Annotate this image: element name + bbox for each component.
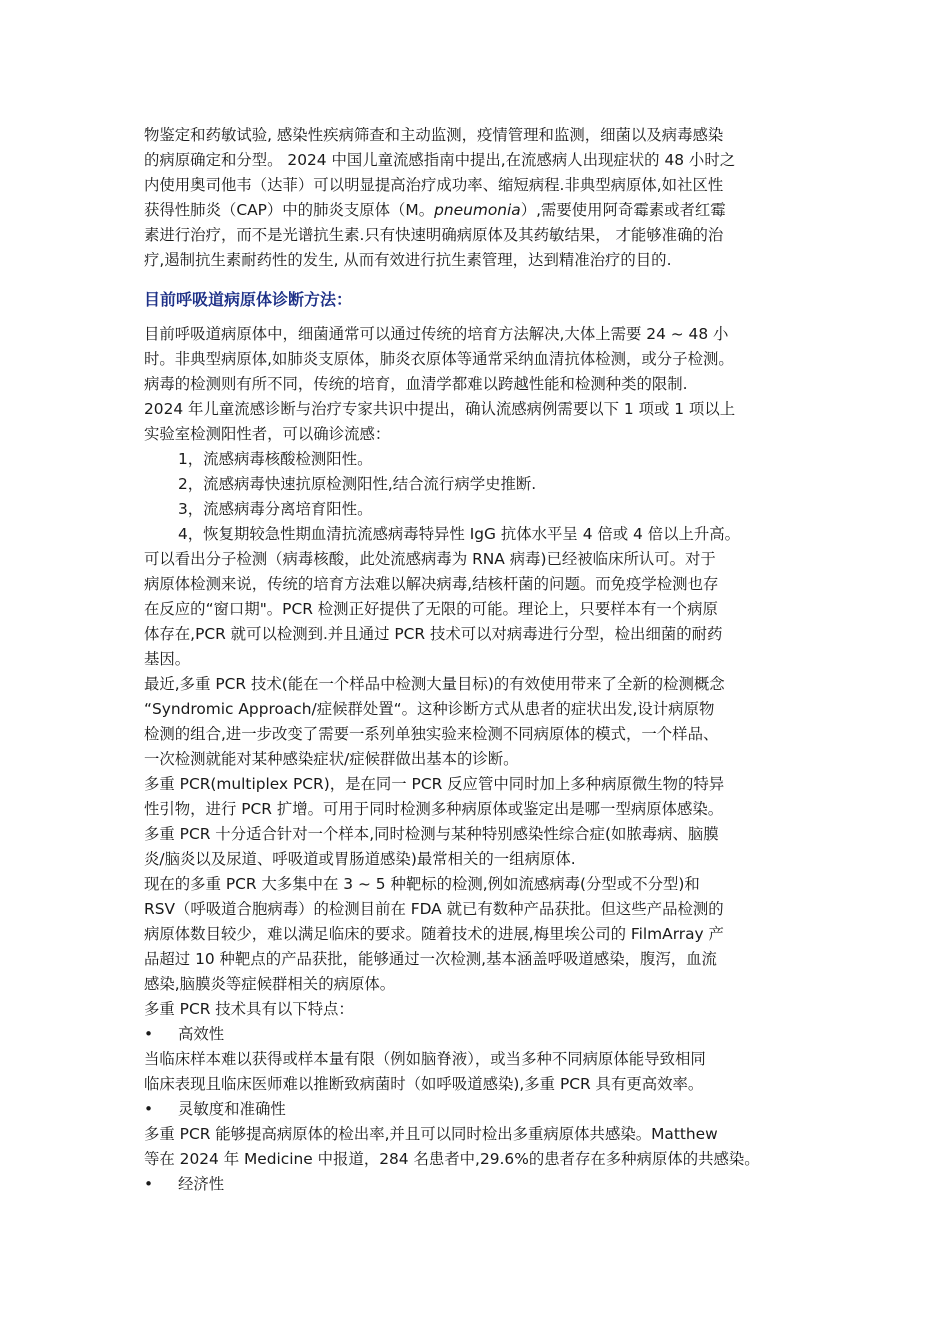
diagnosis-criteria-list — [144, 447, 824, 547]
paragraph-consensus — [144, 397, 824, 447]
text-line: 多重 PCR(multiplex PCR)，是在同一 PCR 反应管中同时加上多种病原微生物的特异 — [144, 775, 725, 793]
text-line: 炎/脑炎以及尿道、呼吸道或胃肠道感染)最常相关的一组病原体. — [144, 850, 576, 868]
text-line: 2024 年儿童流感诊断与治疗专家共识中提出，确认流感病例需要以下 1 项或 1 项以上 — [144, 400, 736, 418]
feature-title: 经济性 — [178, 1175, 225, 1193]
document-body — [144, 123, 824, 1197]
paragraph-molecular — [144, 547, 824, 672]
text-span: 获得性肺炎（CAP）中的肺炎支原体（M。 — [144, 201, 435, 219]
text-line: 目前呼吸道病原体中，细菌通常可以通过传统的培育方法解决,大体上需要 24 ~ 48 小 — [144, 325, 729, 343]
text-line: 感染,脑膜炎等症候群相关的病原体。 — [144, 975, 396, 993]
criteria-item: 3，流感病毒分离培育阳性。 — [178, 500, 373, 518]
text-line: 内使用奥司他韦（达菲）可以明显提高治疗成功率、缩短病程.非典型病原体,如社区性 — [144, 176, 724, 194]
paragraph-methods — [144, 322, 824, 397]
text-line: 可以看出分子检测（病毒核酸，此处流感病毒为 RNA 病毒)已经被临床所认可。对于 — [144, 550, 716, 568]
features-intro: 多重 PCR 技术具有以下特点： — [144, 1000, 354, 1018]
text-line: 素进行治疗，而不是光谱抗生素.只有快速明确病原体及其药敏结果， 才能够准确的治 — [144, 226, 724, 244]
text-line — [144, 198, 824, 223]
text-line: 品超过 10 种靶点的产品获批，能够通过一次检测,基本涵盖呼吸道感染，腹泻，血流 — [144, 950, 717, 968]
bullet-icon: • — [144, 1025, 154, 1043]
text-line: 实验室检测阳性者，可以确诊流感： — [144, 425, 391, 443]
text-line: 病毒的检测则有所不同，传统的培育，血清学都难以跨越性能和检测种类的限制. — [144, 375, 688, 393]
paragraph-syndromic — [144, 672, 824, 772]
criteria-item: 4，恢复期较急性期血清抗流感病毒特异性 IgG 抗体水平呈 4 倍或 4 倍以上升高。 — [178, 525, 741, 543]
paragraph-current-products — [144, 872, 824, 997]
species-name: pneumonia — [434, 201, 521, 219]
section-heading: 目前呼吸道病原体诊断方法： — [144, 290, 353, 309]
text-line: 最近,多重 PCR 技术(能在一个样品中检测大量目标)的有效使用带来了全新的检测概念 — [144, 675, 725, 693]
text-line: 等在 2024 年 Medicine 中报道，284 名患者中,29.6%的患者存在多种病原体的共感染。 — [144, 1150, 760, 1168]
text-line: 现在的多重 PCR 大多集中在 3 ~ 5 种靶标的检测,例如流感病毒(分型或不分型)和 — [144, 875, 700, 893]
text-line: 的病原确定和分型。 2024 中国儿童流感指南中提出,在流感病人出现症状的 48 小时之 — [144, 151, 736, 169]
text-line: 当临床样本难以获得或样本量有限（例如脑脊液），或当多种不同病原体能导致相同 — [144, 1050, 706, 1068]
text-line: 在反应的“窗口期"。PCR 检测正好提供了无限的可能。理论上，只要样本有一个病原 — [144, 600, 718, 618]
text-line: 检测的组合,进一步改变了需要一系列单独实验来检测不同病原体的模式，一个样品、 — [144, 725, 719, 743]
text-line: “Syndromic Approach/症候群处置“。这种诊断方式从患者的症状出发,设计病原物 — [144, 700, 715, 718]
text-line: RSV（呼吸道合胞病毒）的检测目前在 FDA 就已有数种产品获批。但这些产品检测的 — [144, 900, 724, 918]
criteria-item: 2，流感病毒快速抗原检测阳性,结合流行病学史推断. — [178, 475, 537, 493]
feature-title: 灵敏度和准确性 — [178, 1100, 286, 1118]
intro-paragraph — [144, 123, 824, 273]
bullet-icon: • — [144, 1100, 154, 1118]
feature-title: 高效性 — [178, 1025, 225, 1043]
text-line: 病原体检测来说，传统的培育方法难以解决病毒,结核杆菌的问题。而免疫学检测也存 — [144, 575, 719, 593]
text-line: 基因。 — [144, 650, 191, 668]
text-line: 物鉴定和药敏试验, 感染性疾病筛查和主动监测，疫情管理和监测，细菌以及病毒感染 — [144, 126, 724, 144]
bullet-icon: • — [144, 1175, 154, 1193]
feature-description — [144, 1047, 824, 1097]
criteria-item: 1，流感病毒核酸检测阳性。 — [178, 450, 373, 468]
text-span: ）,需要使用阿奇霉素或者红霉 — [520, 201, 726, 219]
paragraph-multiplex-pcr — [144, 772, 824, 872]
text-line: 病原体数目较少，难以满足临床的要求。随着技术的进展,梅里埃公司的 FilmArray 产 — [144, 925, 724, 943]
text-line: 临床表现且临床医师难以推断致病菌时（如呼吸道感染),多重 PCR 具有更高效率。 — [144, 1075, 704, 1093]
feature-description — [144, 1122, 824, 1172]
text-line: 一次检测就能对某种感染症状/症候群做出基本的诊断。 — [144, 750, 519, 768]
text-line: 疗,遏制抗生素耐药性的发生, 从而有效进行抗生素管理，达到精准治疗的目的. — [144, 251, 672, 269]
text-line: 体存在,PCR 就可以检测到.并且通过 PCR 技术可以对病毒进行分型，检出细菌的耐药 — [144, 625, 723, 643]
text-line: 多重 PCR 十分适合针对一个样本,同时检测与某种特别感染性综合症(如脓毒病、脑膜 — [144, 825, 719, 843]
text-line: 多重 PCR 能够提高病原体的检出率,并且可以同时检出多重病原体共感染。Matthew — [144, 1125, 718, 1143]
feature-bullet — [144, 1097, 824, 1122]
text-line: 时。非典型病原体,如肺炎支原体，肺炎衣原体等通常采纳血清抗体检测，或分子检测。 — [144, 350, 734, 368]
feature-bullet — [144, 1022, 824, 1047]
feature-bullet — [144, 1172, 824, 1197]
text-line: 性引物，进行 PCR 扩增。可用于同时检测多种病原体或鉴定出是哪一型病原体感染。 — [144, 800, 724, 818]
